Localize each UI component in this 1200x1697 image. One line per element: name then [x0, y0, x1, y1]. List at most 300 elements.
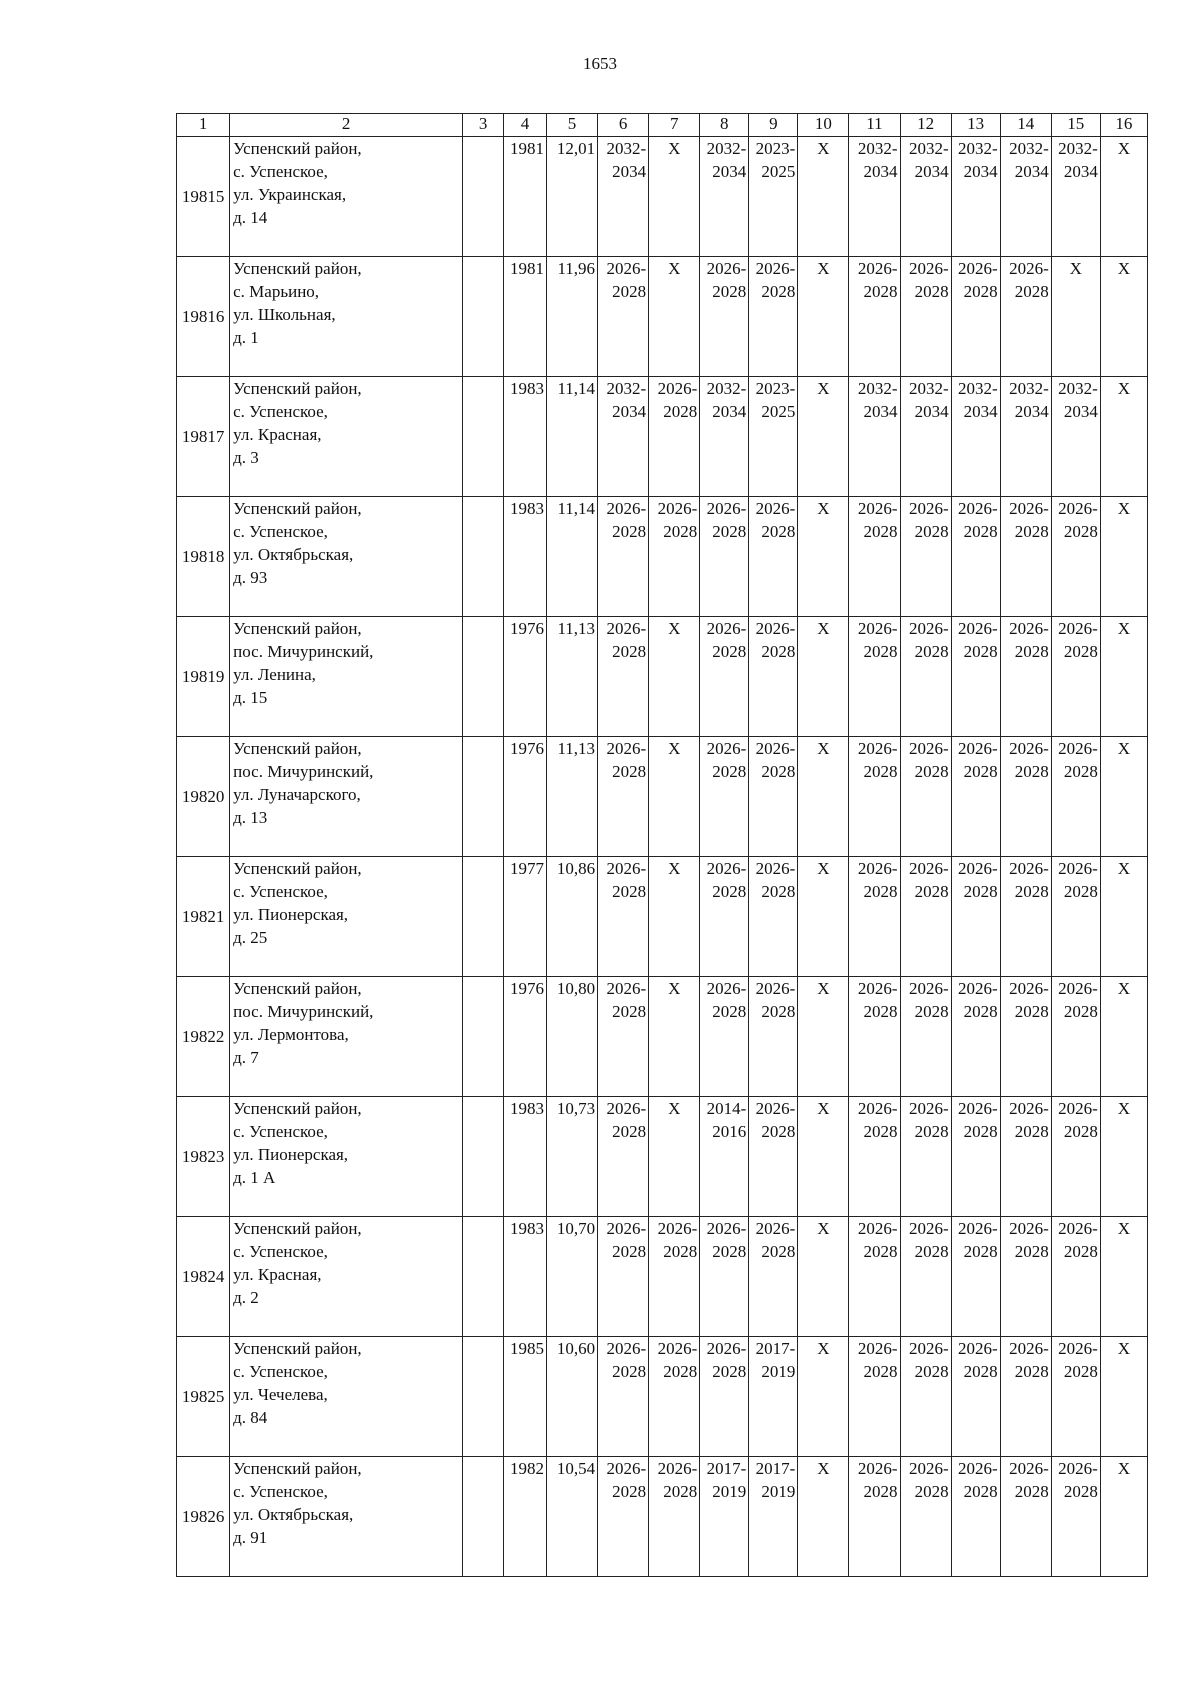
address-cell: [230, 737, 463, 857]
address-line: д. 25: [233, 928, 268, 947]
period-line: 2014-: [706, 1099, 747, 1118]
period-line: 2026-: [1009, 259, 1049, 278]
period-cell: [598, 1337, 649, 1457]
period-line: 2028: [612, 1122, 647, 1141]
period-cell: [1051, 497, 1100, 617]
column-number-cell: 9: [749, 114, 798, 137]
period-line: 2032-: [908, 139, 949, 158]
period-cell: [700, 1457, 749, 1577]
period-cell: [749, 737, 798, 857]
period-cell: [900, 1097, 951, 1217]
period-line: 2028: [863, 522, 898, 541]
period-line: 2026-: [857, 259, 898, 278]
period-cell: [900, 977, 951, 1097]
address-line: с. Марьино,: [233, 282, 320, 301]
period-line: 2026-: [1009, 1099, 1049, 1118]
period-cell: [1051, 377, 1100, 497]
row-number-cell: 19823: [177, 1097, 230, 1217]
period-cell: [951, 257, 1000, 377]
address-line: д. 84: [233, 1408, 268, 1427]
period-line: 2028: [1014, 1362, 1049, 1381]
value-cell: 10,70: [546, 1217, 597, 1337]
address-line: д. 1: [233, 328, 259, 347]
row-number-cell: 19822: [177, 977, 230, 1097]
period-line: 2028: [1014, 1002, 1049, 1021]
column-number-cell: 6: [598, 114, 649, 137]
period-line: 2034: [712, 162, 747, 181]
period-line: 2026-: [958, 259, 998, 278]
period-line: 2028: [612, 882, 647, 901]
period-line: 2028: [963, 282, 998, 301]
period-cell: [1051, 137, 1100, 257]
not-applicable-cell: X: [649, 617, 700, 737]
period-line: 2026-: [1009, 1339, 1049, 1358]
period-line: 2026-: [958, 619, 998, 638]
period-cell: [749, 1457, 798, 1577]
period-line: 2032-: [958, 379, 998, 398]
housing-repair-table: [176, 113, 1148, 1577]
year-cell: 1976: [504, 977, 547, 1097]
not-applicable-cell: X: [1100, 497, 1147, 617]
period-line: 2016: [712, 1122, 747, 1141]
address-line: Успенский район,: [233, 259, 362, 278]
period-line: 2026-: [857, 499, 898, 518]
period-line: 2028: [1014, 1242, 1049, 1261]
value-cell: 10,86: [546, 857, 597, 977]
period-line: 2028: [863, 1122, 898, 1141]
year-cell: 1981: [504, 137, 547, 257]
not-applicable-cell: X: [798, 857, 849, 977]
period-cell: [849, 377, 900, 497]
address-line: Успенский район,: [233, 979, 362, 998]
year-cell: 1982: [504, 1457, 547, 1577]
period-line: 2026-: [908, 1099, 949, 1118]
not-applicable-cell: X: [798, 377, 849, 497]
address-line: д. 3: [233, 448, 259, 467]
period-line: 2026-: [657, 1339, 698, 1358]
period-line: 2028: [712, 1242, 747, 1261]
value-cell: 11,13: [546, 737, 597, 857]
period-line: 2028: [612, 642, 647, 661]
period-cell: [900, 857, 951, 977]
period-line: 2026-: [1009, 1219, 1049, 1238]
period-cell: [598, 1457, 649, 1577]
not-applicable-cell: X: [1100, 1097, 1147, 1217]
empty-cell: [463, 137, 504, 257]
period-cell: [598, 617, 649, 737]
period-line: 2028: [612, 522, 647, 541]
address-line: с. Успенское,: [233, 882, 328, 901]
period-cell: [900, 617, 951, 737]
period-cell: [598, 1097, 649, 1217]
period-cell: [951, 617, 1000, 737]
row-number-cell: 19821: [177, 857, 230, 977]
period-line: 2032-: [706, 139, 747, 158]
not-applicable-cell: X: [1051, 257, 1100, 377]
period-cell: [598, 497, 649, 617]
period-cell: [749, 377, 798, 497]
period-line: 2026-: [706, 499, 747, 518]
not-applicable-cell: X: [798, 257, 849, 377]
period-cell: [749, 977, 798, 1097]
period-line: 2032-: [706, 379, 747, 398]
table-row: [177, 977, 1148, 1097]
value-cell: 11,13: [546, 617, 597, 737]
period-cell: [700, 377, 749, 497]
period-cell: [900, 737, 951, 857]
period-cell: [1000, 1097, 1051, 1217]
not-applicable-cell: X: [798, 737, 849, 857]
address-cell: [230, 857, 463, 977]
not-applicable-cell: X: [798, 497, 849, 617]
address-line: Успенский район,: [233, 739, 362, 758]
period-line: 2025: [761, 402, 796, 421]
table-row: [177, 497, 1148, 617]
column-number-cell: 12: [900, 114, 951, 137]
period-cell: [598, 257, 649, 377]
address-line: ул. Луначарского,: [233, 785, 361, 804]
table-row: [177, 857, 1148, 977]
period-line: 2028: [963, 1482, 998, 1501]
period-line: 2026-: [857, 1459, 898, 1478]
period-cell: [1000, 1217, 1051, 1337]
period-cell: [849, 1457, 900, 1577]
period-line: 2026-: [1058, 1219, 1098, 1238]
address-line: д. 91: [233, 1528, 268, 1547]
period-cell: [700, 617, 749, 737]
empty-cell: [463, 497, 504, 617]
not-applicable-cell: X: [1100, 1337, 1147, 1457]
period-line: 2026-: [958, 499, 998, 518]
period-line: 2017-: [706, 1459, 747, 1478]
period-line: 2034: [963, 162, 998, 181]
period-line: 2028: [1063, 762, 1098, 781]
period-line: 2032-: [857, 379, 898, 398]
period-cell: [749, 497, 798, 617]
period-line: 2028: [1014, 282, 1049, 301]
period-cell: [598, 137, 649, 257]
period-line: 2026-: [755, 259, 796, 278]
empty-cell: [463, 857, 504, 977]
value-cell: 10,60: [546, 1337, 597, 1457]
period-cell: [951, 977, 1000, 1097]
period-cell: [1000, 257, 1051, 377]
period-line: 2028: [914, 1002, 949, 1021]
period-cell: [749, 857, 798, 977]
address-line: ул. Красная,: [233, 1265, 322, 1284]
period-line: 2034: [914, 162, 949, 181]
period-line: 2026-: [857, 859, 898, 878]
address-cell: [230, 1337, 463, 1457]
period-line: 2026-: [606, 259, 647, 278]
not-applicable-cell: X: [649, 737, 700, 857]
address-line: д. 7: [233, 1048, 259, 1067]
column-number-cell: 11: [849, 114, 900, 137]
address-line: Успенский район,: [233, 1099, 362, 1118]
period-cell: [900, 137, 951, 257]
period-line: 2028: [1014, 882, 1049, 901]
address-line: д. 1 А: [233, 1168, 276, 1187]
period-cell: [649, 497, 700, 617]
period-line: 2032-: [1009, 139, 1049, 158]
address-line: д. 15: [233, 688, 268, 707]
period-line: 2028: [863, 1002, 898, 1021]
year-cell: 1976: [504, 617, 547, 737]
table-row: [177, 1337, 1148, 1457]
period-cell: [951, 497, 1000, 617]
address-line: Успенский район,: [233, 1459, 362, 1478]
period-line: 2026-: [1058, 1339, 1098, 1358]
period-cell: [1000, 137, 1051, 257]
period-line: 2026-: [606, 1099, 647, 1118]
address-line: Успенский район,: [233, 1339, 362, 1358]
address-line: с. Успенское,: [233, 1362, 328, 1381]
period-line: 2026-: [958, 859, 998, 878]
period-line: 2026-: [1009, 619, 1049, 638]
address-cell: [230, 257, 463, 377]
period-line: 2026-: [1009, 979, 1049, 998]
period-line: 2026-: [958, 979, 998, 998]
period-cell: [749, 1097, 798, 1217]
period-line: 2026-: [857, 1219, 898, 1238]
period-line: 2026-: [958, 739, 998, 758]
period-cell: [951, 737, 1000, 857]
period-line: 2026-: [1009, 499, 1049, 518]
period-line: 2026-: [908, 499, 949, 518]
period-line: 2028: [712, 762, 747, 781]
period-cell: [749, 1337, 798, 1457]
period-line: 2028: [1014, 762, 1049, 781]
period-cell: [900, 1457, 951, 1577]
row-number-cell: 19819: [177, 617, 230, 737]
empty-cell: [463, 1337, 504, 1457]
period-cell: [951, 1457, 1000, 1577]
period-cell: [700, 137, 749, 257]
period-cell: [649, 377, 700, 497]
column-number-cell: 1: [177, 114, 230, 137]
period-line: 2028: [863, 282, 898, 301]
year-cell: 1983: [504, 497, 547, 617]
period-line: 2028: [1063, 1362, 1098, 1381]
year-cell: 1976: [504, 737, 547, 857]
period-line: 2028: [761, 1242, 796, 1261]
period-line: 2028: [863, 762, 898, 781]
address-line: Успенский район,: [233, 379, 362, 398]
table-row: [177, 137, 1148, 257]
period-line: 2028: [863, 1482, 898, 1501]
period-line: 2032-: [857, 139, 898, 158]
period-cell: [700, 737, 749, 857]
period-line: 2028: [712, 882, 747, 901]
period-line: 2026-: [1058, 739, 1098, 758]
period-cell: [1000, 1457, 1051, 1577]
address-line: ул. Лермонтова,: [233, 1025, 349, 1044]
period-line: 2034: [963, 402, 998, 421]
period-line: 2026-: [1009, 859, 1049, 878]
period-line: 2026-: [755, 1219, 796, 1238]
column-number-cell: 7: [649, 114, 700, 137]
period-line: 2026-: [1058, 619, 1098, 638]
address-cell: [230, 977, 463, 1097]
period-line: 2028: [1063, 882, 1098, 901]
period-line: 2028: [761, 522, 796, 541]
address-line: пос. Мичуринский,: [233, 762, 374, 781]
period-line: 2028: [963, 1122, 998, 1141]
address-cell: [230, 137, 463, 257]
address-line: ул. Школьная,: [233, 305, 336, 324]
period-line: 2028: [712, 642, 747, 661]
period-cell: [1000, 497, 1051, 617]
period-line: 2026-: [908, 1339, 949, 1358]
year-cell: 1983: [504, 377, 547, 497]
period-line: 2025: [761, 162, 796, 181]
period-line: 2026-: [657, 1219, 698, 1238]
period-line: 2026-: [1009, 739, 1049, 758]
address-cell: [230, 1097, 463, 1217]
period-line: 2026-: [857, 1339, 898, 1358]
period-line: 2028: [612, 762, 647, 781]
period-line: 2034: [914, 402, 949, 421]
period-line: 2028: [663, 522, 698, 541]
period-cell: [700, 1217, 749, 1337]
not-applicable-cell: X: [798, 1217, 849, 1337]
address-line: Успенский район,: [233, 619, 362, 638]
period-line: 2028: [914, 642, 949, 661]
period-line: 2028: [1063, 522, 1098, 541]
period-line: 2026-: [706, 739, 747, 758]
period-line: 2028: [761, 882, 796, 901]
period-line: 2028: [712, 282, 747, 301]
period-line: 2034: [1063, 402, 1098, 421]
not-applicable-cell: X: [798, 1337, 849, 1457]
period-cell: [849, 497, 900, 617]
row-number-cell: 19816: [177, 257, 230, 377]
table-row: [177, 257, 1148, 377]
period-cell: [849, 737, 900, 857]
period-line: 2026-: [755, 739, 796, 758]
period-cell: [900, 497, 951, 617]
empty-cell: [463, 377, 504, 497]
period-line: 2026-: [755, 859, 796, 878]
period-line: 2026-: [1009, 1459, 1049, 1478]
period-line: 2026-: [857, 1099, 898, 1118]
period-line: 2028: [963, 882, 998, 901]
not-applicable-cell: X: [1100, 617, 1147, 737]
period-line: 2032-: [1009, 379, 1049, 398]
period-cell: [1051, 617, 1100, 737]
period-line: 2026-: [606, 739, 647, 758]
table-row: [177, 377, 1148, 497]
period-line: 2028: [761, 1122, 796, 1141]
period-cell: [1051, 977, 1100, 1097]
address-cell: [230, 1217, 463, 1337]
period-line: 2026-: [908, 859, 949, 878]
period-cell: [951, 857, 1000, 977]
not-applicable-cell: X: [1100, 137, 1147, 257]
period-cell: [700, 497, 749, 617]
column-number-cell: 14: [1000, 114, 1051, 137]
period-line: 2026-: [755, 619, 796, 638]
address-line: ул. Пионерская,: [233, 1145, 349, 1164]
period-cell: [598, 857, 649, 977]
not-applicable-cell: X: [1100, 977, 1147, 1097]
period-line: 2034: [612, 162, 647, 181]
address-line: д. 13: [233, 808, 268, 827]
period-line: 2026-: [908, 979, 949, 998]
address-cell: [230, 497, 463, 617]
address-cell: [230, 1457, 463, 1577]
period-line: 2026-: [606, 859, 647, 878]
period-cell: [951, 137, 1000, 257]
period-line: 2028: [663, 402, 698, 421]
value-cell: 10,80: [546, 977, 597, 1097]
period-cell: [849, 857, 900, 977]
period-line: 2028: [612, 1002, 647, 1021]
year-cell: 1977: [504, 857, 547, 977]
period-line: 2026-: [958, 1219, 998, 1238]
column-number-cell: 13: [951, 114, 1000, 137]
not-applicable-cell: X: [798, 137, 849, 257]
period-cell: [1051, 1337, 1100, 1457]
period-line: 2034: [612, 402, 647, 421]
address-line: с. Успенское,: [233, 402, 328, 421]
period-line: 2034: [1014, 162, 1049, 181]
period-cell: [749, 257, 798, 377]
period-cell: [749, 617, 798, 737]
address-line: ул. Октябрьская,: [233, 545, 354, 564]
period-line: 2026-: [706, 259, 747, 278]
period-line: 2019: [761, 1482, 796, 1501]
period-line: 2026-: [908, 1219, 949, 1238]
row-number-cell: 19817: [177, 377, 230, 497]
period-line: 2026-: [1058, 1099, 1098, 1118]
period-line: 2026-: [908, 259, 949, 278]
period-line: 2028: [712, 1002, 747, 1021]
address-line: Успенский район,: [233, 499, 362, 518]
period-line: 2026-: [706, 619, 747, 638]
not-applicable-cell: X: [798, 1457, 849, 1577]
empty-cell: [463, 1457, 504, 1577]
row-number-cell: 19825: [177, 1337, 230, 1457]
column-number-cell: 2: [230, 114, 463, 137]
address-line: ул. Красная,: [233, 425, 322, 444]
period-line: 2028: [1014, 1122, 1049, 1141]
period-line: 2028: [761, 642, 796, 661]
period-line: 2028: [1014, 642, 1049, 661]
address-line: д. 14: [233, 208, 268, 227]
empty-cell: [463, 617, 504, 737]
period-line: 2032-: [1058, 379, 1098, 398]
period-cell: [849, 1097, 900, 1217]
not-applicable-cell: X: [649, 857, 700, 977]
address-line: пос. Мичуринский,: [233, 642, 374, 661]
period-cell: [849, 1217, 900, 1337]
period-cell: [598, 977, 649, 1097]
period-line: 2026-: [958, 1099, 998, 1118]
period-line: 2026-: [606, 1459, 647, 1478]
period-cell: [598, 377, 649, 497]
period-line: 2026-: [908, 1459, 949, 1478]
not-applicable-cell: X: [1100, 1217, 1147, 1337]
period-line: 2026-: [706, 979, 747, 998]
period-cell: [1051, 1457, 1100, 1577]
period-line: 2028: [863, 1362, 898, 1381]
period-line: 2028: [914, 882, 949, 901]
period-line: 2026-: [755, 499, 796, 518]
period-cell: [900, 1217, 951, 1337]
period-cell: [749, 137, 798, 257]
period-line: 2028: [1063, 1122, 1098, 1141]
